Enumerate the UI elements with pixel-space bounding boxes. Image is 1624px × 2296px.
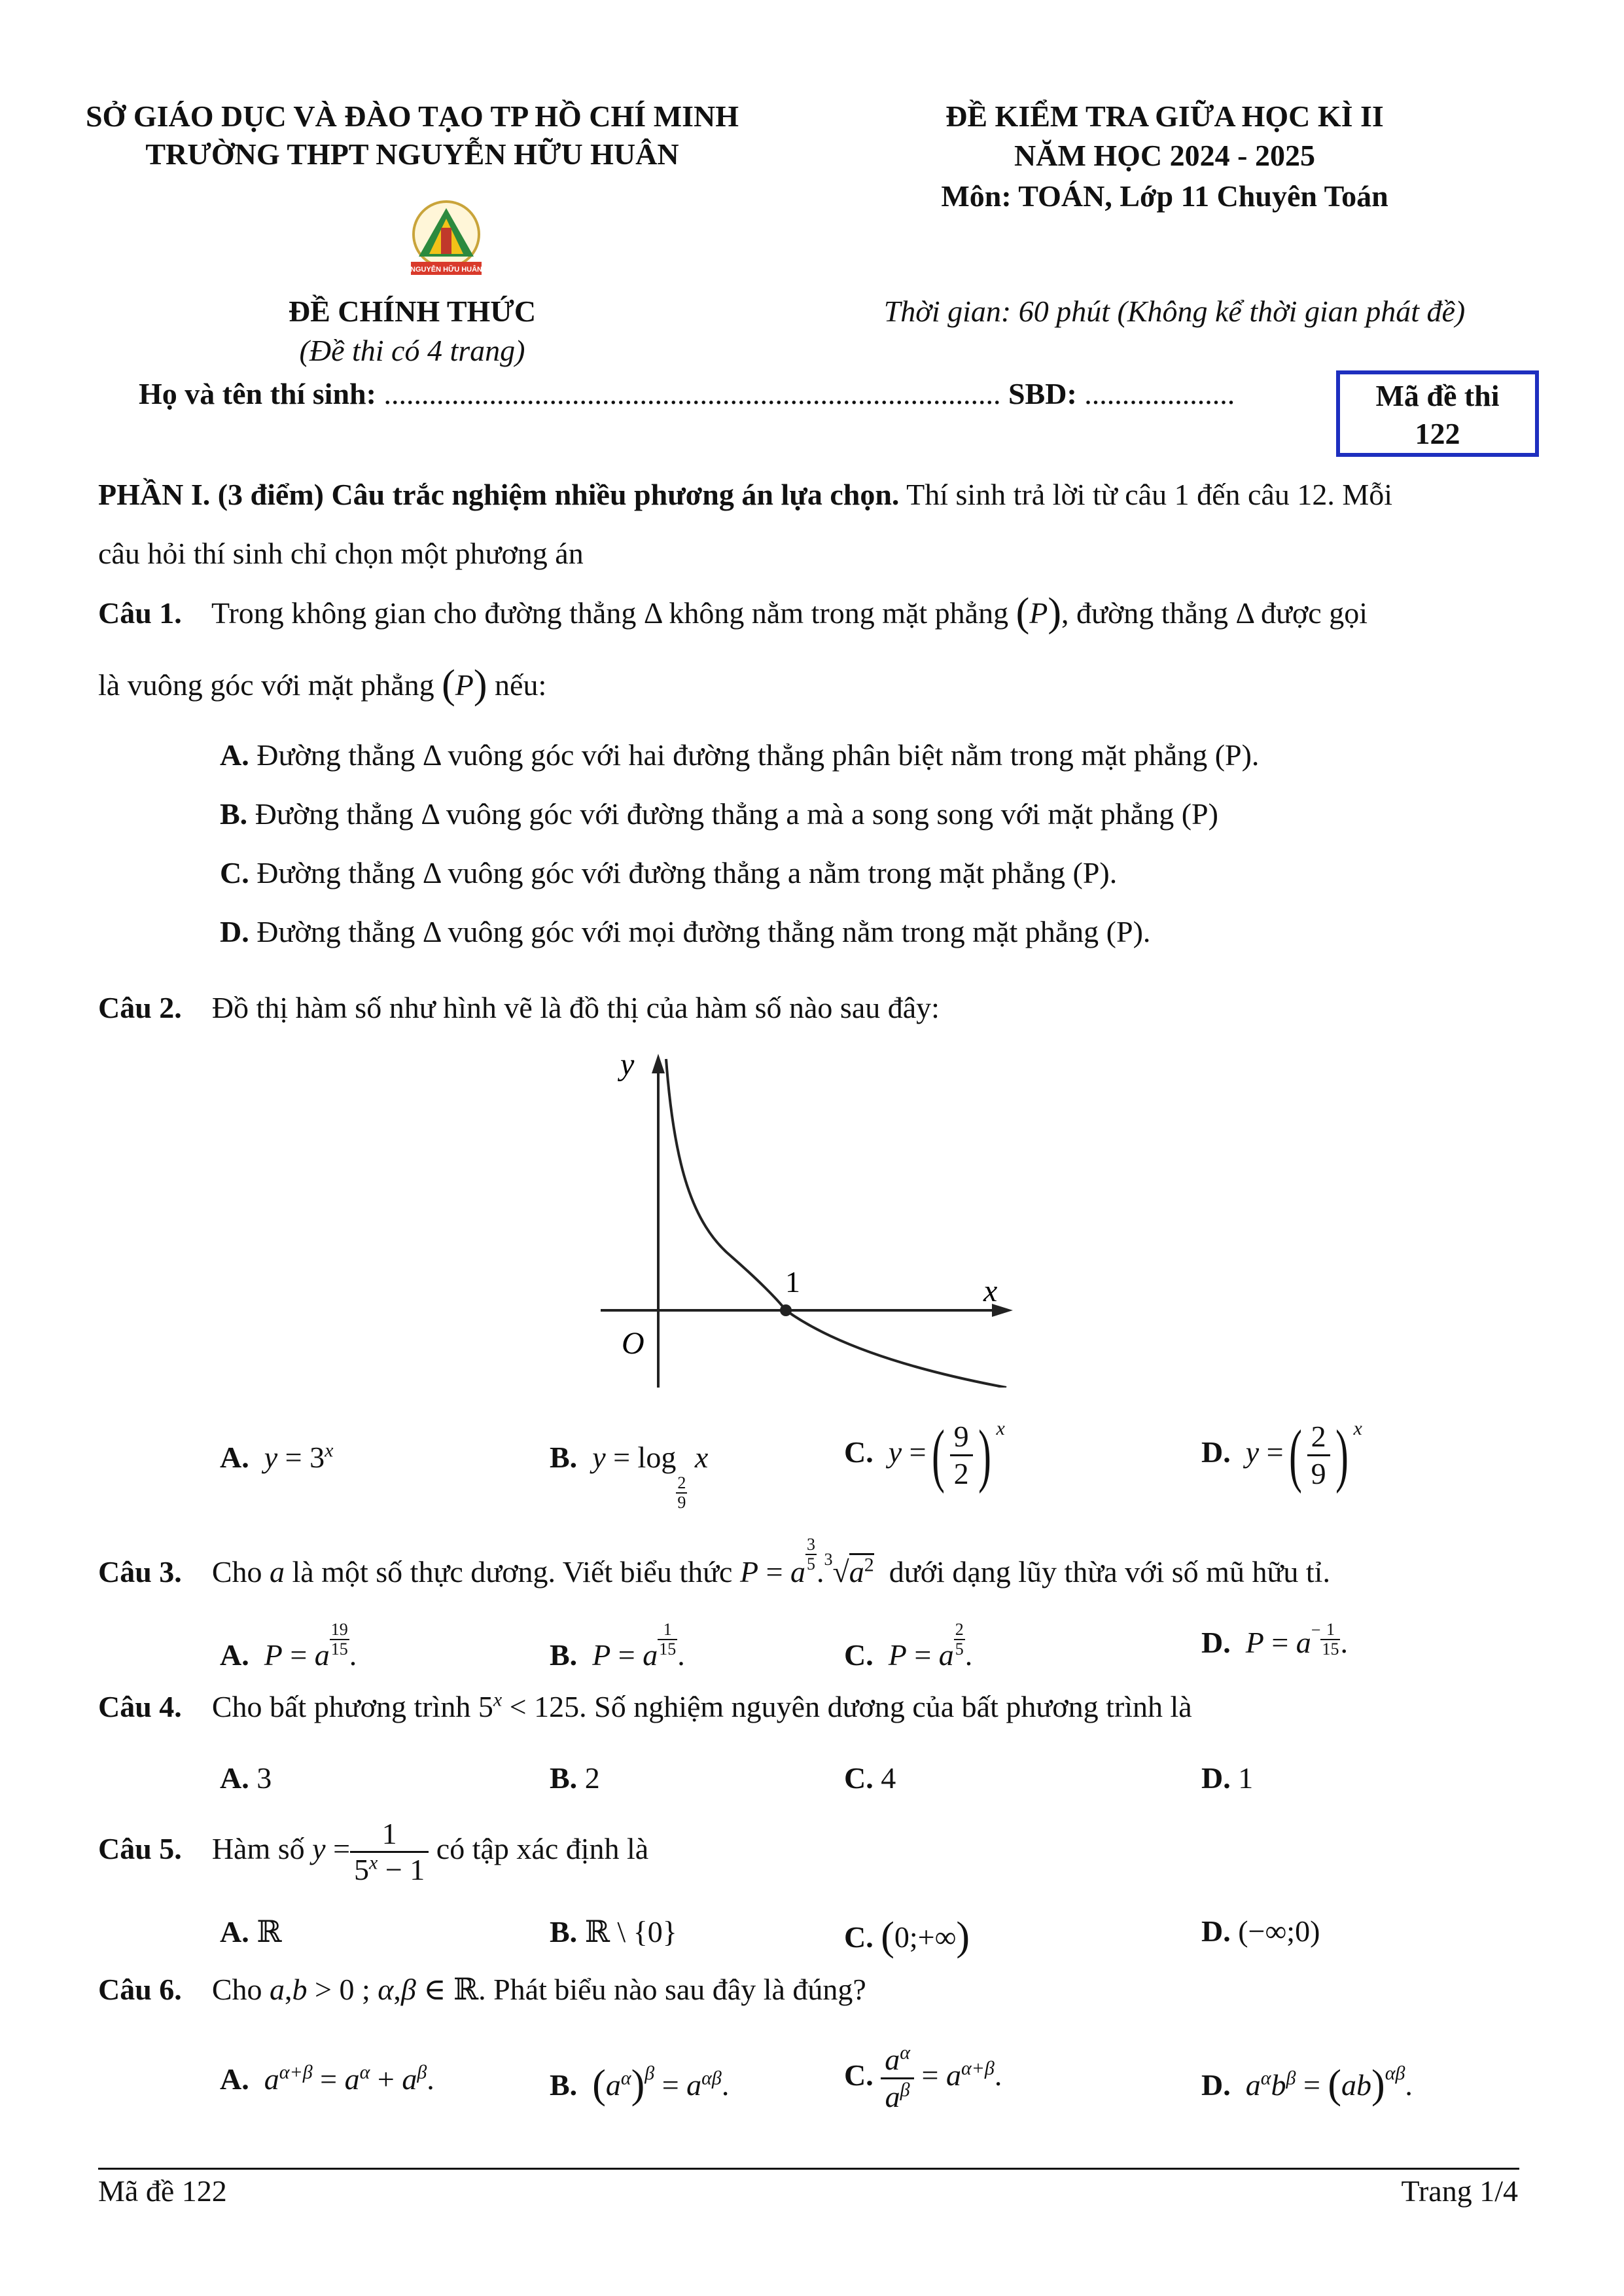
school-name: TRƯỜNG THPT NGUYỄN HỮU HUÂN (145, 137, 679, 171)
q6-option-b[interactable]: B. $(a^\alpha)^\beta = a^{\alpha\beta}$. (550, 2062, 730, 2107)
q1-text: không nằm trong mặt phẳng (669, 596, 1009, 630)
q1-option-b-text: Đường thẳng Δ vuông góc với đường thẳng a mà a song song với mặt phẳng (P) (255, 797, 1218, 831)
q3-option-d[interactable]: D. P = a− $\frac{1}{15}$ . (1201, 1620, 1348, 1659)
q4-option-a[interactable]: A. 3 (220, 1761, 272, 1795)
q5-option-d[interactable]: D. (−∞;0) (1201, 1914, 1320, 1948)
q1-option-b[interactable]: B. Đường thẳng Δ vuông góc với đường thẳng a mà a song song với mặt phẳng (P) (220, 797, 1218, 831)
subject-line: Môn: TOÁN, Lớp 11 Chuyên Toán (941, 179, 1388, 213)
footer-exam-code: Mã đề 122 (98, 2174, 227, 2208)
q5-stem: Câu 5. Hàm số y = $\frac{1}{5^x - 1}$ có tập xác định là (98, 1816, 649, 1886)
function-curve (666, 1059, 1006, 1388)
q6-option-d[interactable]: D. $a^\alpha b^\beta = (ab)^{\alpha\beta}$. (1201, 2062, 1413, 2107)
candidate-info-line (139, 374, 1235, 414)
q6-text: Cho (211, 1973, 262, 2006)
q1-option-c-text: Đường thẳng Δ vuông góc với đường thẳng a nằm trong mặt phẳng (P). (256, 856, 1118, 889)
q3-option-b[interactable]: B. P = a $\frac{1}{15}$ . (550, 1620, 685, 1672)
q6-option-c[interactable]: C. $\frac{a^\alpha}{a^\beta}$ = $a^{\alpha+\beta}$. (844, 2041, 1002, 2113)
q1-text: , đường thẳng (1061, 596, 1228, 630)
q1-option-a[interactable]: A. Đường thẳng Δ vuông góc với hai đường thẳng phân biệt nằm trong mặt phẳng (P). (220, 738, 1260, 772)
q4-option-b-text: 2 (584, 1761, 600, 1795)
q2-graph (601, 1041, 1019, 1388)
y-axis-arrow (652, 1054, 665, 1073)
q5-option-a[interactable]: A. ℝ (220, 1915, 282, 1948)
q1-option-a-text: Đường thẳng Δ vuông góc với hai đường thẳng phân biệt nằm trong mặt phẳng (P). (256, 738, 1260, 772)
q4-text: . Số nghiệm nguyên dương của bất phương trình là (579, 1690, 1192, 1723)
q1-label: Câu 1. (98, 596, 182, 630)
q4-stem: Câu 4. Cho bất phương trình $5^x < 125$. Số nghiệm nguyên dương của bất phương trình là (98, 1689, 1192, 1723)
q1-stem-line2: là vuông góc với mặt phẳng (P) nếu: (98, 662, 547, 707)
footer-page-number: Trang 1/4 (1401, 2174, 1518, 2208)
footer-divider (98, 2168, 1519, 2170)
origin-label: O (622, 1326, 644, 1361)
school-logo (400, 196, 492, 281)
q1-text: nếu: (495, 668, 547, 702)
q1-option-d[interactable]: D. Đường thẳng Δ vuông góc với mọi đường thẳng nằm trong mặt phẳng (P). (220, 915, 1151, 948)
q1-text: là vuông góc với mặt phẳng (98, 668, 434, 702)
part1-title: PHẦN I. (3 điểm) Câu trắc nghiệm nhiều phương án lựa chọn. (98, 478, 900, 511)
q4-option-d[interactable]: D. 1 (1201, 1761, 1254, 1795)
part1-instruction: Thí sinh trả lời từ câu 1 đến câu 12. Mỗi (899, 478, 1393, 511)
q3-stem: Câu 3. Cho a là một số thực dương. Viết biểu thức P = a $\frac{3}{5}$ $.^3√a^2$ dưới dạng lũy thừa với số mũ hữu tỉ. (98, 1535, 1330, 1588)
q6-label: Câu 6. (98, 1973, 182, 2006)
q5-option-b[interactable]: B. ℝ \ {0} (550, 1915, 677, 1948)
q6-stem: Câu 6. Cho a,b > 0 ; α,β ∈ ℝ. Phát biểu nào sau đây là đúng? (98, 1973, 866, 2006)
q4-option-c[interactable]: C. 4 (844, 1761, 896, 1795)
sbd-label: SBD: (1008, 377, 1077, 410)
q5-option-c[interactable]: C. (0;+∞) (844, 1914, 970, 1959)
q3-text: dưới dạng lũy thừa với số mũ hữu tỉ. (889, 1555, 1330, 1588)
exam-code-value: 122 (1415, 417, 1460, 450)
q1-option-c[interactable]: C. Đường thẳng Δ vuông góc với đường thẳng a nằm trong mặt phẳng (P). (220, 856, 1118, 889)
intersection-point (780, 1304, 792, 1316)
part1-instruction-line2: câu hỏi thí sinh chỉ chọn một phương án (98, 537, 584, 570)
q5-text: Hàm số (211, 1832, 305, 1865)
q4-option-b[interactable]: B. 2 (550, 1761, 600, 1795)
q3-text: là một số thực dương. Viết biểu thức (292, 1555, 733, 1588)
q5-text: có tập xác định là (436, 1832, 649, 1865)
y-axis-label: y (620, 1047, 635, 1082)
q2-label: Câu 2. (98, 991, 182, 1024)
q1-stem-line1: Câu 1. Trong không gian cho đường thẳng Δ không nằm trong mặt phẳng (P), đường thẳng Δ được gọi (98, 590, 1368, 635)
q2-option-b[interactable]: B. y = log $\frac{2}{9}$ x (550, 1441, 709, 1512)
part1-heading (98, 475, 1392, 514)
pages-note: (Đề thi có 4 trang) (299, 334, 525, 367)
q3-option-a[interactable]: A. P = a $\frac{19}{15}$ . (220, 1620, 357, 1672)
q1-text: được gọi (1261, 596, 1368, 630)
exam-title: ĐỀ KIỂM TRA GIỮA HỌC KÌ II (945, 99, 1384, 133)
point-label: 1 (785, 1265, 800, 1299)
q2-option-c[interactable]: C. y =( $\frac{9}{2}$ ) $^x$ (844, 1416, 1005, 1494)
exam-code-label: Mã đề thi (1375, 379, 1500, 412)
q4-text: Cho bất phương trình (211, 1690, 471, 1723)
svg-text:NGUYỄN HỮU HUÂN: NGUYỄN HỮU HUÂN (410, 266, 482, 274)
name-field: .................................................................................. (383, 377, 1001, 410)
q6-option-a[interactable]: A. $a^{\alpha+\beta} = a^\alpha + a^\beta$. (220, 2061, 434, 2096)
q2-text: Đồ thị hàm số như hình vẽ là đồ thị của hàm số nào sau đây: (211, 991, 940, 1024)
q3-label: Câu 3. (98, 1555, 182, 1588)
q4-option-c-text: 4 (881, 1761, 896, 1795)
q3-text: Cho (211, 1555, 262, 1588)
q4-option-a-text: 3 (256, 1761, 272, 1795)
official-label: ĐỀ CHÍNH THỨC (288, 295, 537, 328)
q1-option-d-text: Đường thẳng Δ vuông góc với mọi đường thẳng nằm trong mặt phẳng (P). (256, 915, 1151, 948)
sbd-field: .................... (1084, 377, 1235, 410)
q3-option-c[interactable]: C. P = a $\frac{2}{5}$ . (844, 1620, 973, 1672)
x-axis-label: x (983, 1274, 998, 1308)
q2-option-d[interactable]: D. y =( $\frac{2}{9}$ ) $^x$ (1201, 1416, 1362, 1494)
q4-label: Câu 4. (98, 1690, 182, 1723)
name-label: Họ và tên thí sinh: (139, 377, 376, 410)
q2-option-a[interactable]: A. $y = 3^x$ (220, 1439, 334, 1474)
time-note: Thời gian: 60 phút (Không kể thời gian phát đề) (883, 295, 1466, 328)
q1-text: Trong không gian cho đường thẳng (211, 596, 637, 630)
department-name: SỞ GIÁO DỤC VÀ ĐÀO TẠO TP HỒ CHÍ MINH (85, 99, 739, 133)
q2-stem (98, 988, 940, 1028)
q5-label: Câu 5. (98, 1832, 182, 1865)
exam-code-box (1336, 370, 1539, 457)
school-year: NĂM HỌC 2024 - 2025 (1014, 139, 1315, 172)
q6-text: . Phát biểu nào sau đây là đúng? (478, 1973, 866, 2006)
q4-option-d-text: 1 (1238, 1761, 1254, 1795)
